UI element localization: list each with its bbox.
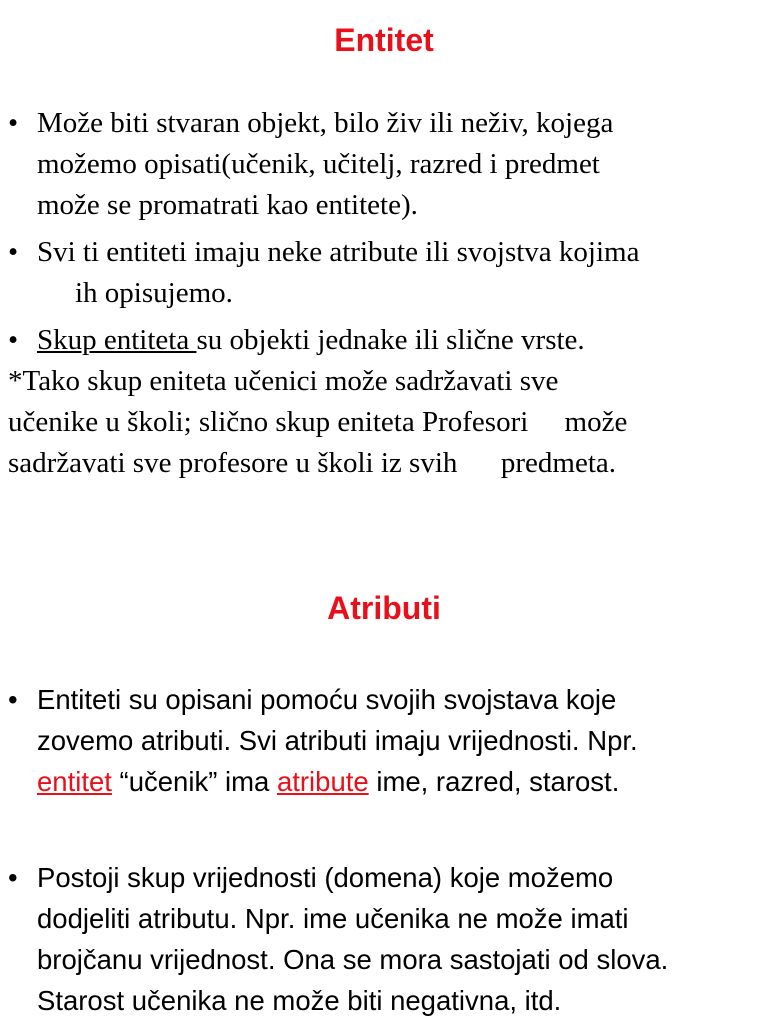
text-line — [37, 320, 768, 361]
text-line: možemo opisati(učenik, učitelj, razred i predmet — [37, 148, 600, 180]
bullet-dot: • — [8, 862, 18, 893]
entitet-content — [0, 103, 768, 484]
text-fragment: ime, razred, starost. — [368, 766, 620, 797]
bullet-item-1 — [0, 679, 768, 802]
text-line — [37, 761, 768, 802]
text-fragment: su objekti jednake ili slične vrste. — [196, 324, 585, 356]
bullet-item-2 — [0, 857, 768, 1021]
text-line: može se promatrati kao entitete). — [37, 189, 418, 221]
text-line: Može biti stvaran objekt, bilo živ ili neživ, kojega — [37, 107, 614, 139]
text-line: dodjeliti atributu. Npr. ime učenika ne može imati — [37, 903, 629, 934]
text-line: brojčanu vrijednost. Ona se mora sastojati od slova. — [37, 944, 669, 975]
section-title-entitet: Entitet — [334, 22, 434, 58]
text-line: ih opisujemo. — [75, 277, 233, 309]
bullet-item-1 — [0, 103, 768, 226]
text-line: sadržavati sve profesore u školi iz svih predmeta. — [8, 447, 617, 479]
link-entitet[interactable]: entitet — [37, 766, 112, 797]
text-line: *Tako skup eniteta učenici može sadržavati sve — [8, 365, 559, 397]
bullet-dot: • — [8, 236, 19, 268]
text-line: Postoji skup vrijednosti (domena) koje možemo — [37, 862, 614, 893]
section-title-atributi: Atributi — [327, 590, 441, 626]
bullet-dot: • — [8, 107, 19, 139]
text-line: učenike u školi; slično skup eniteta Profesori može — [8, 406, 628, 438]
atributi-content — [0, 679, 768, 1021]
bullet-dot: • — [8, 324, 19, 356]
note-paragraph — [0, 361, 768, 484]
text-line: zovemo atributi. Svi atributi imaju vrijednosti. Npr. — [37, 725, 638, 756]
link-atribute[interactable]: atribute — [276, 766, 369, 797]
text-line: Entiteti su opisani pomoću svojih svojstava koje — [37, 684, 617, 715]
text-line: Svi ti entiteti imaju neke atribute ili svojstva kojima — [37, 236, 640, 268]
bullet-item-3 — [0, 320, 768, 361]
bullet-dot: • — [8, 684, 18, 715]
text-fragment: “učenik” ima — [111, 766, 277, 797]
underlined-term: Skup entiteta — [37, 324, 197, 356]
text-line: Starost učenika ne može biti negativna, itd. — [37, 985, 562, 1016]
bullet-item-2 — [0, 232, 768, 314]
